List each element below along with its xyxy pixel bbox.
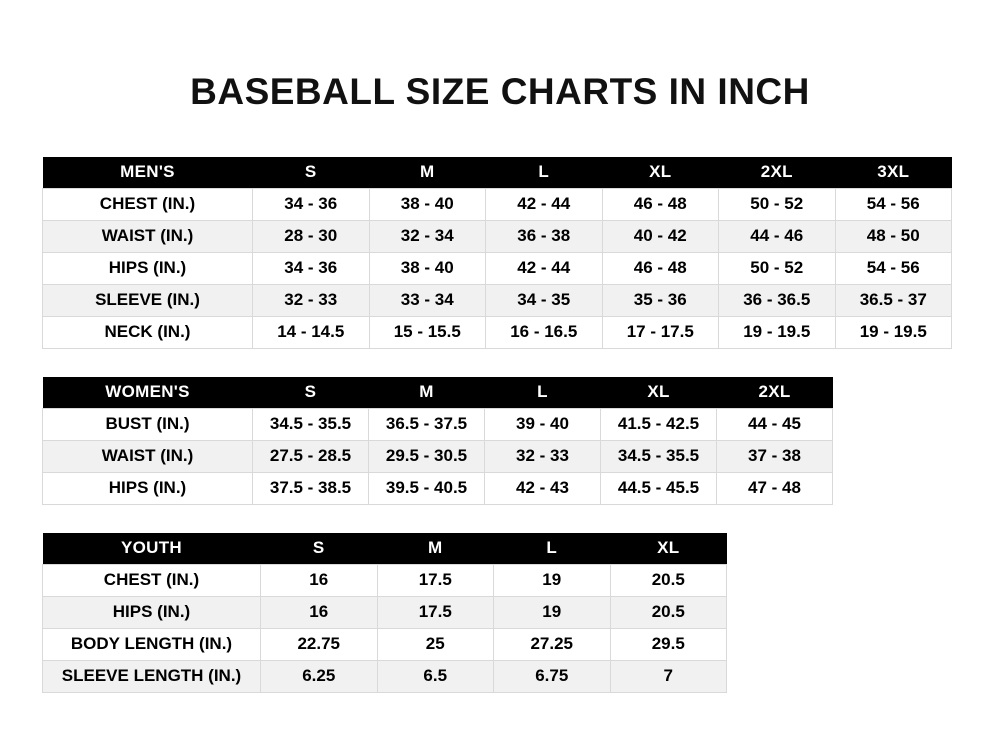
table-row [43,564,727,596]
cell: 50 - 52 [719,188,836,220]
cell: 22.75 [261,628,378,660]
cell: 47 - 48 [717,472,833,504]
row-label: BODY LENGTH (IN.) [43,628,261,660]
cell: 33 - 34 [369,284,486,316]
mens-header-2xl: 2XL [719,157,836,189]
youth-header-m: M [377,533,494,565]
cell: 46 - 48 [602,252,719,284]
cell: 34 - 36 [253,252,370,284]
cell: 50 - 52 [719,252,836,284]
table-row [43,660,727,692]
cell: 27.25 [494,628,611,660]
table-row [43,252,952,284]
mens-size-table [42,157,952,349]
row-label: NECK (IN.) [43,316,253,348]
cell: 17.5 [377,596,494,628]
row-label: SLEEVE (IN.) [43,284,253,316]
cell: 19 [494,564,611,596]
cell: 39 - 40 [485,408,601,440]
youth-header-s: S [261,533,378,565]
table-row [43,472,833,504]
mens-table-header [43,157,952,189]
cell: 34 - 36 [253,188,370,220]
womens-table-body [43,408,833,504]
mens-header-m: M [369,157,486,189]
cell: 54 - 56 [835,188,952,220]
cell: 54 - 56 [835,252,952,284]
cell: 44 - 45 [717,408,833,440]
cell: 20.5 [610,564,727,596]
cell: 36 - 38 [486,220,603,252]
table-row [43,408,833,440]
row-label: BUST (IN.) [43,408,253,440]
womens-header-label: WOMEN'S [43,377,253,409]
mens-header-label: MEN'S [43,157,253,189]
cell: 19 - 19.5 [835,316,952,348]
mens-header-s: S [253,157,370,189]
cell: 16 [261,564,378,596]
cell: 40 - 42 [602,220,719,252]
cell: 38 - 40 [369,252,486,284]
cell: 39.5 - 40.5 [369,472,485,504]
cell: 29.5 - 30.5 [369,440,485,472]
womens-size-table [42,377,833,505]
mens-header-xl: XL [602,157,719,189]
cell: 29.5 [610,628,727,660]
womens-header-m: M [369,377,485,409]
cell: 28 - 30 [253,220,370,252]
cell: 35 - 36 [602,284,719,316]
row-label: HIPS (IN.) [43,596,261,628]
cell: 37 - 38 [717,440,833,472]
cell: 14 - 14.5 [253,316,370,348]
youth-table-body [43,564,727,692]
row-label: WAIST (IN.) [43,440,253,472]
cell: 46 - 48 [602,188,719,220]
table-row [43,220,952,252]
size-tables-container [0,157,1000,693]
table-header-row [43,377,833,409]
youth-size-table [42,533,727,693]
womens-header-2xl: 2XL [717,377,833,409]
table-row [43,596,727,628]
cell: 42 - 44 [486,188,603,220]
cell: 6.25 [261,660,378,692]
womens-header-l: L [485,377,601,409]
cell: 36.5 - 37 [835,284,952,316]
row-label: CHEST (IN.) [43,564,261,596]
cell: 36.5 - 37.5 [369,408,485,440]
cell: 19 - 19.5 [719,316,836,348]
cell: 34.5 - 35.5 [601,440,717,472]
mens-header-l: L [486,157,603,189]
table-row [43,284,952,316]
cell: 48 - 50 [835,220,952,252]
table-row [43,188,952,220]
cell: 7 [610,660,727,692]
cell: 25 [377,628,494,660]
cell: 34 - 35 [486,284,603,316]
youth-header-label: YOUTH [43,533,261,565]
cell: 42 - 44 [486,252,603,284]
cell: 37.5 - 38.5 [253,472,369,504]
cell: 19 [494,596,611,628]
youth-header-xl: XL [610,533,727,565]
mens-header-3xl: 3XL [835,157,952,189]
womens-header-s: S [253,377,369,409]
cell: 17.5 [377,564,494,596]
row-label: HIPS (IN.) [43,472,253,504]
table-header-row [43,533,727,565]
cell: 6.75 [494,660,611,692]
table-row [43,316,952,348]
cell: 32 - 33 [253,284,370,316]
cell: 34.5 - 35.5 [253,408,369,440]
cell: 32 - 33 [485,440,601,472]
cell: 36 - 36.5 [719,284,836,316]
mens-table-body [43,188,952,348]
table-row [43,628,727,660]
row-label: CHEST (IN.) [43,188,253,220]
cell: 38 - 40 [369,188,486,220]
cell: 16 - 16.5 [486,316,603,348]
row-label: WAIST (IN.) [43,220,253,252]
cell: 6.5 [377,660,494,692]
table-row [43,440,833,472]
womens-header-xl: XL [601,377,717,409]
cell: 44.5 - 45.5 [601,472,717,504]
row-label: HIPS (IN.) [43,252,253,284]
cell: 16 [261,596,378,628]
youth-header-l: L [494,533,611,565]
cell: 27.5 - 28.5 [253,440,369,472]
cell: 20.5 [610,596,727,628]
cell: 42 - 43 [485,472,601,504]
cell: 15 - 15.5 [369,316,486,348]
youth-table-header [43,533,727,565]
cell: 17 - 17.5 [602,316,719,348]
cell: 32 - 34 [369,220,486,252]
cell: 44 - 46 [719,220,836,252]
table-header-row [43,157,952,189]
cell: 41.5 - 42.5 [601,408,717,440]
page-title: BASEBALL SIZE CHARTS IN INCH [190,71,810,112]
womens-table-header [43,377,833,409]
row-label: SLEEVE LENGTH (IN.) [43,660,261,692]
